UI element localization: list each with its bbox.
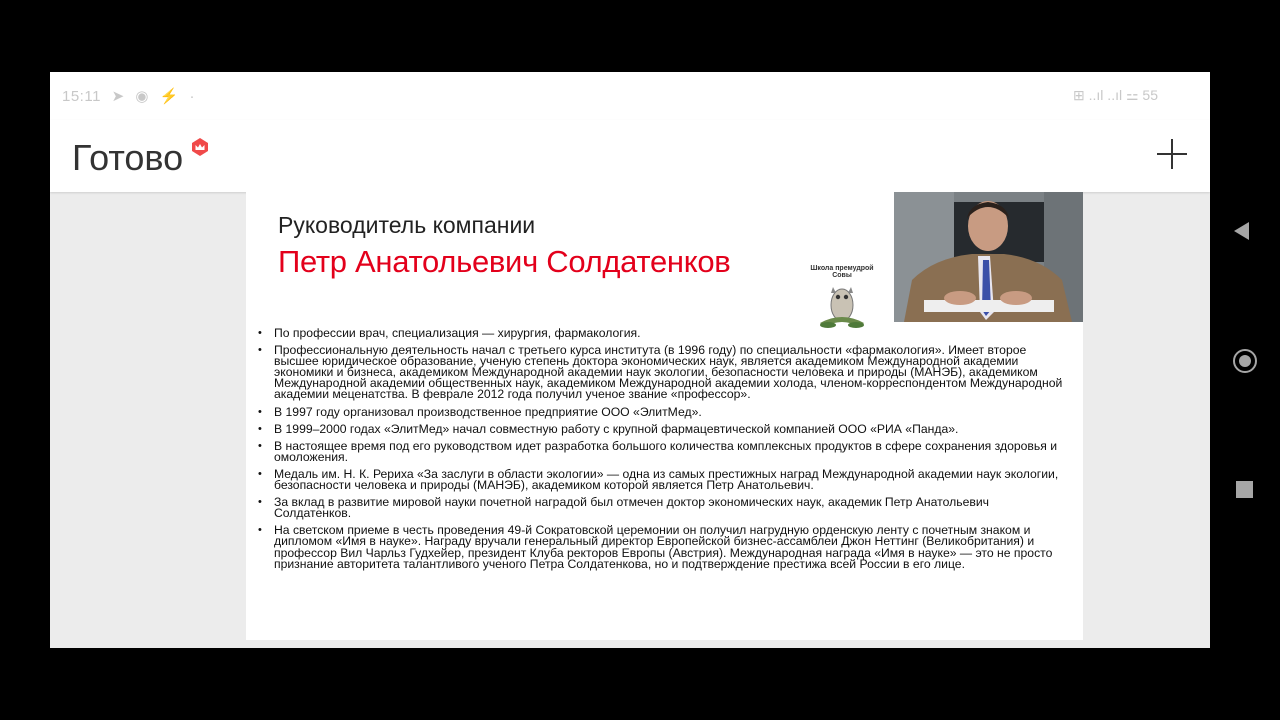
- back-icon[interactable]: [1234, 222, 1249, 240]
- system-nav-bar: [1210, 72, 1280, 648]
- bullet-item: • В настоящее время под его руководством идет разработка большого количества комплексных продуктов в сфере сохранения здоровья и омоложения.: [246, 441, 1083, 463]
- owl-caption: Школа премудрой Совы: [810, 265, 874, 279]
- owl-logo: [806, 265, 878, 335]
- app-bar: [50, 120, 1210, 192]
- lightning-icon: ⚡: [159, 88, 179, 105]
- bullet-item: • На светском приеме в честь проведения 49-й Сократовской церемонии он получил нагрудную орденскую ленту с почетным знаком и дипломом «Имя в науке». Награду вручали генеральный директор Европейской бизнес-ассамблеи Джон Неттинг (Великобритания) и профессор Вил Чарльз Гудхейер, президент Клуба ректоров Европы (Австрия). Международная награда «Имя в науке» — это не просто признание авторитета талантливого ученого Петра Солдатенкова, но и подтверждение престижа всей России в его лице.: [246, 525, 1083, 569]
- home-icon[interactable]: [1233, 349, 1257, 373]
- bullet-item: • Профессиональную деятельность начал с третьего курса института (в 1996 году) по специальности «фармакология». Имеет второе высшее юридическое образование, ученую степень доктора экономических наук, является академиком Международной академии экономики и бизнеса, академиком Международной академии наук экологии, безопасности человека и природы (МАНЭБ), академиком Международной академии общественных наук, академиком Международной академии холода, членом-корреспондентом Международной академии меценатства. В феврале 2012 года получил ученое звание «профессор».: [246, 345, 1083, 400]
- status-bar: [50, 72, 1210, 120]
- bullet-item: • Медаль им. Н. К. Рериха «За заслуги в области экологии» — одна из самых престижных наград Международной академии наук экологии, безопасности человека и природы (МАНЭБ), академиком которой является Петр Анатольевич.: [246, 469, 1083, 491]
- recent-apps-icon[interactable]: [1236, 481, 1253, 498]
- telegram-icon: ➤: [111, 88, 125, 105]
- portrait-image: [894, 192, 1083, 322]
- done-button[interactable]: Готово: [72, 137, 184, 178]
- bullet-item: • В 1999–2000 годах «ЭлитМед» начал совместную работу с крупной фармацевтической компанией ООО «РИА «Панда».: [246, 424, 1083, 435]
- vk-icon: ◉: [135, 88, 149, 105]
- phone-screen: [50, 72, 1210, 648]
- bullet-item: • За вклад в развитие мировой науки почетной наградой был отмечен доктор экономических наук, академик Петр Анатольевич Солдатенков.: [246, 497, 1083, 519]
- slide-title-name: Петр Анатольевич Солдатенков: [278, 244, 731, 279]
- add-button[interactable]: [1152, 134, 1192, 174]
- presentation-slide: [246, 192, 1083, 640]
- biography-list: [246, 328, 1083, 576]
- signal-icon: ·: [189, 88, 195, 105]
- bullet-item: • В 1997 году организовал производственное предприятие ООО «ЭлитМед».: [246, 407, 1083, 418]
- bullet-item: • По профессии врач, специализация — хирургия, фармакология.: [246, 328, 1083, 339]
- crown-icon: [191, 138, 209, 156]
- status-time: 15:11: [62, 88, 101, 105]
- portrait-photo: [894, 192, 1083, 322]
- slide-subtitle: Руководитель компании: [278, 212, 536, 238]
- status-indicators: ⊞ ..ıl ..ıl ⚍ 55: [1073, 87, 1158, 103]
